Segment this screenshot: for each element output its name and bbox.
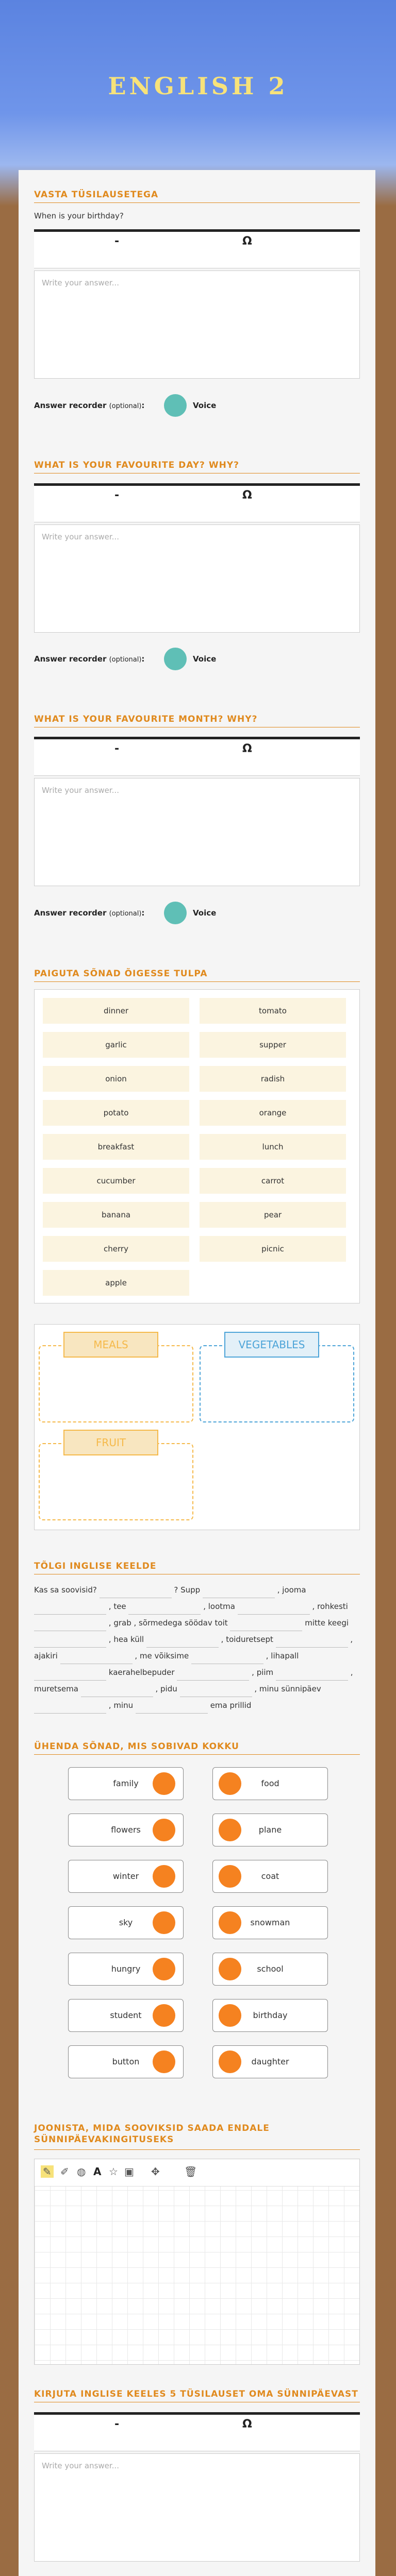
q3-answer-field[interactable] — [34, 778, 360, 886]
match-right-item[interactable]: school — [212, 1953, 328, 1986]
special-characters-button[interactable]: Ω — [242, 235, 252, 248]
match-connector-right[interactable] — [219, 2050, 241, 2073]
draggable-word[interactable]: supper — [200, 1032, 346, 1058]
draggable-word[interactable]: onion — [43, 1066, 189, 1092]
match-connector-right[interactable] — [219, 1911, 241, 1934]
answer-placeholder: Write your answer... — [42, 786, 119, 795]
q1-heading: VASTA TÜSILAUSETEGA — [34, 190, 159, 200]
blank-input[interactable] — [276, 1638, 348, 1648]
match-connector-right[interactable] — [219, 1772, 241, 1795]
text-fragment: , lihapall — [266, 1651, 299, 1660]
blank-input[interactable] — [60, 1654, 133, 1664]
blank-input[interactable] — [276, 1671, 348, 1681]
blank-input[interactable] — [34, 1671, 106, 1681]
draggable-word[interactable]: carrot — [200, 1168, 346, 1194]
text-fragment: mitte keegi — [305, 1618, 349, 1628]
text-fragment: , hea küll — [108, 1635, 144, 1644]
fill-icon[interactable]: ◍ — [77, 2165, 86, 2178]
match-connector-left[interactable] — [153, 2004, 175, 2027]
text-icon[interactable]: A — [93, 2165, 102, 2178]
translation-text — [34, 1582, 360, 1714]
match-left-item[interactable]: family — [68, 1767, 184, 1800]
list-button[interactable]: - — [114, 489, 120, 502]
text-fragment: , rohkesti — [312, 1602, 348, 1611]
drawing-toolbar — [35, 2159, 359, 2187]
match-connector-left[interactable] — [153, 1772, 175, 1795]
page-title: ENGLISH 2 — [108, 72, 288, 100]
text-fragment: , minu sünnipäev — [254, 1684, 321, 1693]
q7-heading: JOONISTA, MIDA SOOVIKSID SAADA ENDALE SÜNNIPÄEVAKINGITUSEKS — [34, 2123, 270, 2145]
voice-label: Voice — [193, 908, 217, 918]
match-connector-right[interactable] — [219, 2004, 241, 2027]
blank-input[interactable] — [100, 1588, 172, 1598]
draggable-word[interactable]: apple — [43, 1270, 189, 1296]
draggable-word[interactable]: cherry — [43, 1236, 189, 1262]
text-fragment: , grab , sõrmedega söödav toit — [108, 1618, 228, 1628]
record-button[interactable] — [164, 394, 187, 417]
drawing-canvas[interactable] — [34, 2159, 360, 2365]
match-right-item[interactable]: snowman — [212, 1906, 328, 1939]
draggable-word[interactable]: cucumber — [43, 1168, 189, 1194]
category-area — [34, 1324, 360, 1530]
star-icon[interactable]: ☆ — [109, 2165, 118, 2178]
match-right-item[interactable]: birthday — [212, 1999, 328, 2032]
q6-divider — [34, 1754, 360, 1755]
text-fragment: , minu — [108, 1701, 134, 1710]
voice-label: Voice — [193, 401, 217, 410]
blank-input[interactable] — [81, 1687, 153, 1697]
blank-input[interactable] — [177, 1671, 249, 1681]
match-left-item[interactable]: student — [68, 1999, 184, 2032]
match-connector-left[interactable] — [153, 2050, 175, 2073]
move-icon[interactable]: ✥ — [151, 2165, 160, 2178]
draggable-word[interactable]: breakfast — [43, 1134, 189, 1160]
q3-recorder-label: Answer recorder (optional): — [34, 908, 145, 918]
draggable-word[interactable]: lunch — [200, 1134, 346, 1160]
text-fragment: , toiduretsept — [221, 1635, 273, 1644]
q5-heading: TÕLGI INGLISE KEELDE — [34, 1561, 157, 1571]
q4-heading: PAIGUTA SÕNAD ÕIGESSE TULPA — [34, 969, 208, 979]
blank-input[interactable] — [34, 1605, 106, 1615]
text-fragment: , tee — [108, 1602, 126, 1611]
blank-input[interactable] — [203, 1588, 275, 1598]
blank-input[interactable] — [34, 1638, 106, 1648]
text-fragment: kaerahelbepuder — [108, 1668, 175, 1677]
text-fragment: , piim — [252, 1668, 274, 1677]
q8-toolbar — [34, 2412, 360, 2451]
draggable-word[interactable]: orange — [200, 1100, 346, 1126]
blank-input[interactable] — [34, 1704, 106, 1714]
blank-input[interactable] — [238, 1605, 310, 1615]
draggable-word[interactable]: potato — [43, 1100, 189, 1126]
blank-input[interactable] — [128, 1605, 201, 1615]
word-bank — [34, 989, 360, 1303]
draggable-word[interactable]: picnic — [200, 1236, 346, 1262]
q1-recorder-label: Answer recorder (optional): — [34, 401, 145, 410]
match-connector-right[interactable] — [219, 1958, 241, 1980]
q2-toolbar — [34, 483, 360, 522]
blank-input[interactable] — [136, 1704, 208, 1714]
text-fragment: , ajakiri — [34, 1635, 353, 1660]
match-right-item[interactable]: coat — [212, 1860, 328, 1893]
draggable-word[interactable]: pear — [200, 1202, 346, 1228]
q6-heading: ÜHENDA SÕNAD, MIS SOBIVAD KOKKU — [34, 1741, 239, 1752]
record-button[interactable] — [164, 648, 187, 670]
trash-icon[interactable]: 🗑 — [184, 2165, 197, 2178]
match-left-item[interactable]: flowers — [68, 1814, 184, 1846]
match-connector-left[interactable] — [153, 1958, 175, 1980]
match-connector-right[interactable] — [219, 1819, 241, 1841]
q3-heading: WHAT IS YOUR FAVOURITE MONTH? WHY? — [34, 714, 258, 724]
q4-divider — [34, 981, 360, 982]
q2-recorder-label: Answer recorder (optional): — [34, 654, 145, 664]
match-right-item[interactable]: plane — [212, 1814, 328, 1846]
text-fragment: , jooma — [277, 1585, 306, 1595]
answer-placeholder: Write your answer... — [42, 532, 119, 541]
match-right-item[interactable]: daughter — [212, 2045, 328, 2078]
marker-icon[interactable]: ✐ — [60, 2165, 69, 2178]
pencil-icon[interactable]: ✎ — [41, 2165, 54, 2178]
blank-input[interactable] — [34, 1621, 106, 1631]
special-characters-button[interactable]: Ω — [242, 2418, 252, 2431]
image-icon[interactable]: ▣ — [124, 2165, 134, 2178]
vegetables-label: VEGETABLES — [224, 1332, 319, 1358]
q1-prompt: When is your birthday? — [34, 211, 124, 221]
answer-placeholder: Write your answer... — [42, 278, 119, 287]
list-button[interactable]: - — [114, 2418, 120, 2431]
match-left-item[interactable]: button — [68, 2045, 184, 2078]
q2-answer-field[interactable] — [34, 524, 360, 633]
q2-heading: WHAT IS YOUR FAVOURITE DAY? WHY? — [34, 460, 239, 470]
text-fragment: Kas sa soovisid? — [34, 1585, 97, 1595]
text-fragment: , lootma — [203, 1602, 235, 1611]
match-connector-left[interactable] — [153, 1865, 175, 1888]
draggable-word[interactable]: garlic — [43, 1032, 189, 1058]
match-left-item[interactable]: sky — [68, 1906, 184, 1939]
record-button[interactable] — [164, 902, 187, 924]
answer-placeholder: Write your answer... — [42, 2461, 119, 2470]
q1-toolbar — [34, 229, 360, 268]
draggable-word[interactable]: tomato — [200, 998, 346, 1024]
draggable-word[interactable]: radish — [200, 1066, 346, 1092]
blank-input[interactable] — [230, 1621, 302, 1631]
list-button[interactable]: - — [114, 742, 120, 755]
q8-answer-field[interactable] — [34, 2453, 360, 2562]
match-right-item[interactable]: food — [212, 1767, 328, 1800]
blank-input[interactable] — [146, 1638, 219, 1648]
q8-heading: KIRJUTA INGLISE KEELES 5 TÜSILAUSET OMA SÜNNIPÄEVAST — [34, 2389, 358, 2399]
special-characters-button[interactable]: Ω — [242, 742, 252, 755]
match-connector-left[interactable] — [153, 1911, 175, 1934]
blank-input[interactable] — [191, 1654, 263, 1664]
voice-label: Voice — [193, 654, 217, 664]
list-button[interactable]: - — [114, 235, 120, 248]
draggable-word[interactable]: dinner — [43, 998, 189, 1024]
text-fragment: , muretsema — [34, 1668, 353, 1693]
text-fragment: ? Supp — [174, 1585, 201, 1595]
q3-toolbar — [34, 737, 360, 776]
meals-label: MEALS — [63, 1332, 158, 1358]
fruit-label: FRUIT — [63, 1430, 158, 1455]
q1-divider — [34, 202, 360, 203]
blank-input[interactable] — [180, 1687, 252, 1697]
draggable-word[interactable]: banana — [43, 1202, 189, 1228]
match-left-item[interactable]: winter — [68, 1860, 184, 1893]
text-fragment: ema prillid — [210, 1701, 252, 1710]
special-characters-button[interactable]: Ω — [242, 489, 252, 502]
q7-divider — [34, 2149, 360, 2150]
match-connector-right[interactable] — [219, 1865, 241, 1888]
text-fragment: , pidu — [155, 1684, 177, 1693]
match-left-item[interactable]: hungry — [68, 1953, 184, 1986]
match-connector-left[interactable] — [153, 1819, 175, 1841]
q1-answer-field[interactable] — [34, 270, 360, 379]
text-fragment: , me võiksime — [135, 1651, 189, 1660]
